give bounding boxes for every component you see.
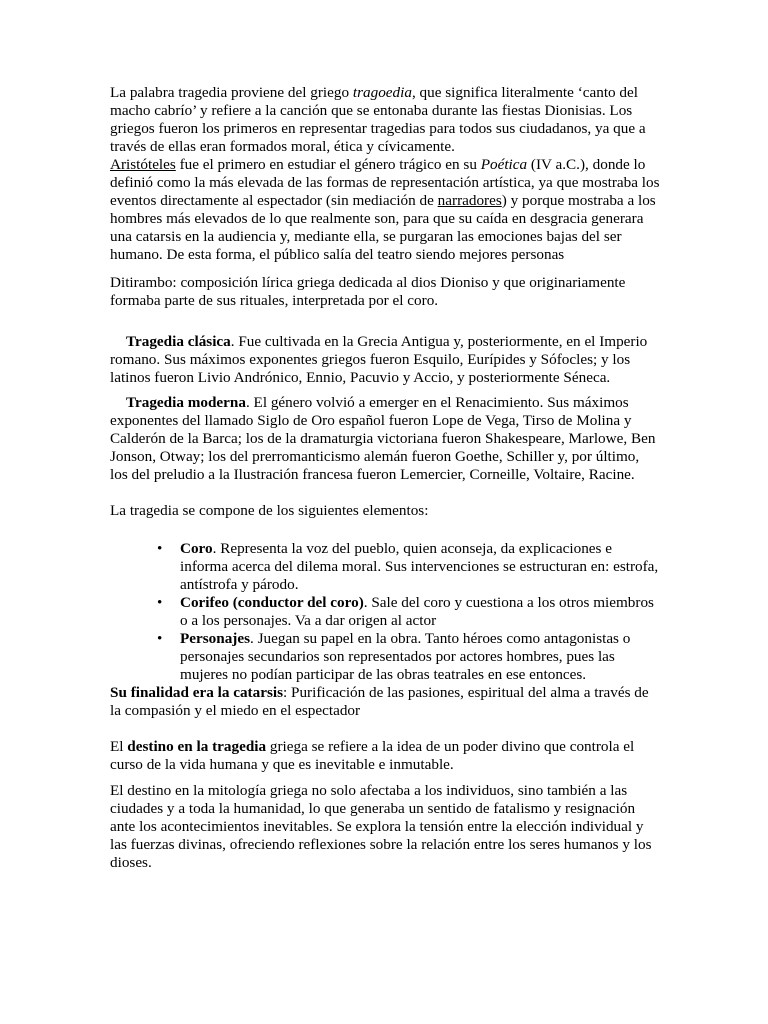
intro-text-9: ) y porque mostraba a los hombres más elevados de lo que realmente son, para que su caída en desgracia generara una catarsis en la audiencia y, mediante ella, se purgaran las emociones bajas del ser humano. De esta forma, el público salía del teatro siendo mejores personas — [110, 192, 656, 263]
intro-text-1: La palabra tragedia proviene del griego — [110, 84, 353, 101]
ditirambo-paragraph: Ditirambo: composición lírica griega dedicada al dios Dioniso y que originariamente formaba parte de sus rituales, interpretada por el coro. — [110, 274, 626, 309]
tragedia-moderna-text: . El género volvió a emerger en el Renacimiento. Sus máximos exponentes del llamado Siglo de Oro español fueron Lope de Vega, Tirso de Molina y Calderón de la Barca; los de la dramaturgia victoriana fueron Shakespeare, Marlowe, Ben Jonson, Otway; los del prerromanticismo alemán fueron Goethe, Schiller y, por último, los del preludio a la Ilustración francesa fueron Lemercier, Corneille, Voltaire, Racine. — [110, 394, 656, 483]
mitologia-paragraph: El destino en la mitología griega no solo afectaba a los individuos, sino también a las ciudades y a toda la humanidad, lo que generaba un sentido de fatalismo y resignación ante los acontecimientos inevitables. Se explora la tensión entre la elección individual y las fuerzas divinas, ofreciendo reflexiones sobre la relación entre los seres humanos y los dioses. — [110, 782, 652, 871]
tragedia-moderna-paragraph — [110, 394, 660, 484]
finalidad-heading: Su finalidad era la catarsis — [110, 684, 283, 701]
destino-pre: El — [110, 738, 128, 755]
finalidad-text: : Purificación de las pasiones, espiritual del alma a través de la compasión y el miedo en el espectador — [110, 684, 649, 719]
element-text: . Representa la voz del pueblo, quien aconseja, da explicaciones e informa acerca del dilema moral. Sus intervenciones se estructuran en: estrofa, antístrofa y párodo. — [180, 540, 659, 593]
link-aristoteles[interactable]: Aristóteles — [110, 156, 176, 173]
destino-heading: destino en la tragedia — [127, 738, 267, 755]
tragedia-clasica-text: . Fue cultivada en la Grecia Antigua y, posteriormente, en el Imperio romano. Sus máximos exponentes griegos fueron Esquilo, Eurípides y Sófocles; y los latinos fueron Livio Andrónico, Ennio, Pacuvio y Accio, y posteriormente Séneca. — [110, 333, 648, 386]
intro-paragraph — [110, 84, 660, 264]
intro-text-7: (IV a.C.), donde lo definió como la más elevada de las formas de representación artística, ya que mostraba los eventos directamente al espectador (sin mediación de — [110, 156, 660, 209]
bullet-icon: • — [157, 540, 163, 557]
elements-list — [110, 540, 660, 684]
tragedia-clasica-heading: Tragedia clásica — [126, 333, 231, 350]
intro-text-5: fue el primero en estudiar el género trágico en su — [175, 156, 481, 173]
finalidad-paragraph — [110, 684, 660, 720]
intro-term-poetica: Poética — [480, 156, 528, 173]
list-item — [157, 630, 660, 684]
destino-text: griega se refiere a la idea de un poder divino que controla el curso de la vida humana y que es inevitable e inmutable. — [110, 738, 635, 773]
element-text: . Juegan su papel en la obra. Tanto héroes como antagonistas o personajes secundarios son representados por actores hombres, pues las mujeres no podían participar de las obras teatrales en ese entonces. — [180, 630, 631, 683]
tragedia-clasica-paragraph — [110, 333, 660, 387]
bullet-icon: • — [157, 594, 163, 611]
element-text: . Sale del coro y cuestiona a los otros miembros o a los personajes. Va a dar origen al actor — [180, 594, 654, 629]
element-term-corifeo: Corifeo (conductor del coro) — [180, 594, 364, 611]
intro-term-tragoedia: tragoedia — [352, 84, 412, 101]
link-narradores[interactable]: narradores — [437, 192, 502, 209]
elements-intro: La tragedia se compone de los siguientes elementos: — [110, 502, 429, 519]
tragedia-moderna-heading: Tragedia moderna — [126, 394, 246, 411]
bullet-icon: • — [157, 630, 163, 647]
intro-text-3: , que significa literalmente ‘canto del macho cabrío’ y refiere a la canción que se entonaba durante las fiestas Dionisias. Los griegos fueron los primeros en representar tragedias para todos sus ciudadanos, ya que a través de ellas eran formados moral, ética y cívicamente. — [110, 84, 646, 155]
destino-paragraph — [110, 738, 660, 774]
element-term-coro: Coro — [180, 540, 213, 557]
element-term-personajes: Personajes — [180, 630, 251, 647]
list-item — [157, 540, 660, 594]
list-item — [157, 594, 660, 630]
